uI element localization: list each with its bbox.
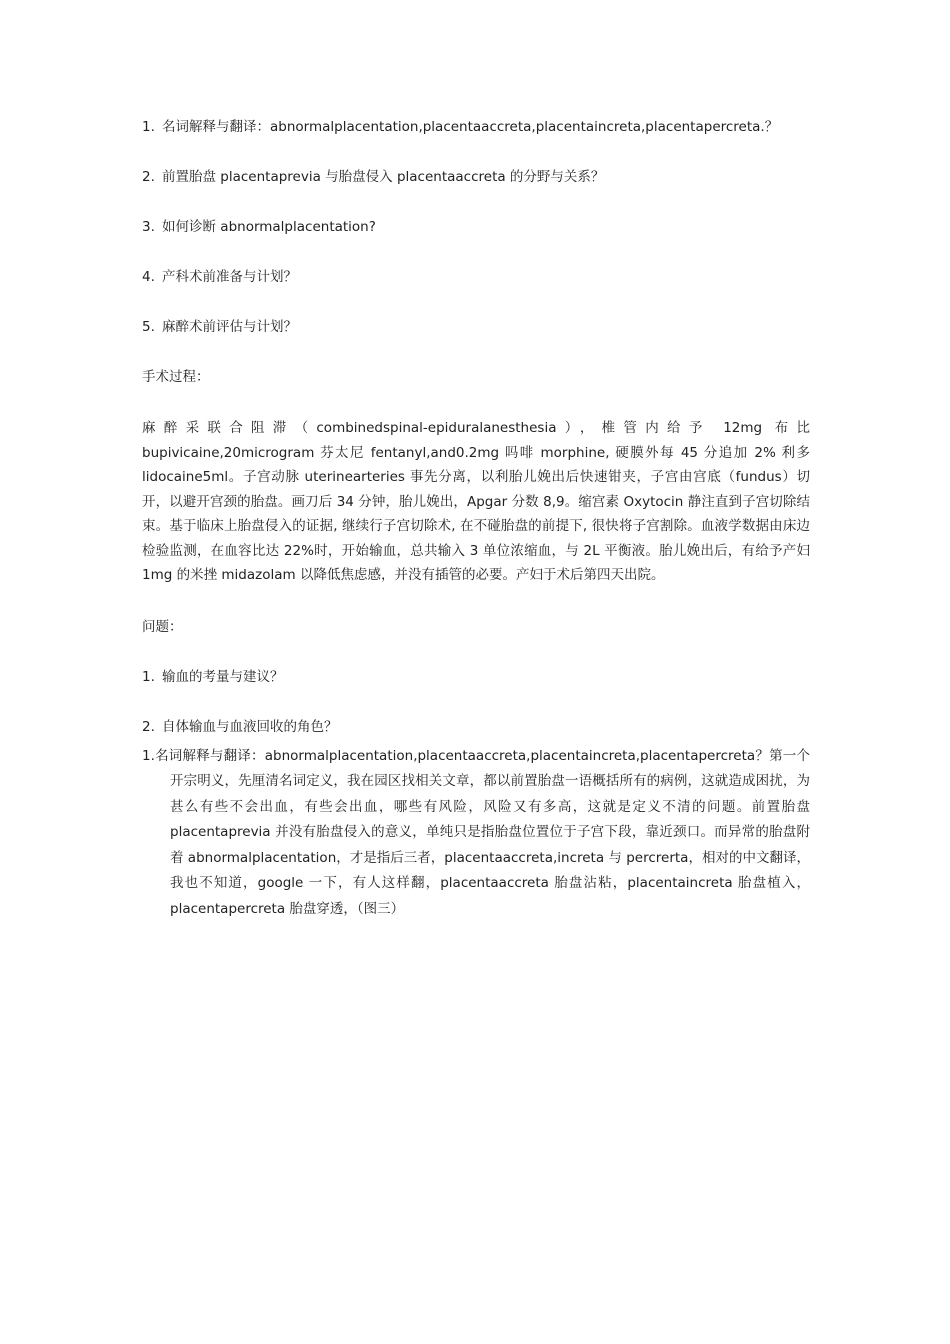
followup-question-2 <box>142 716 810 738</box>
question-text: 前置胎盘 placentaprevia 与胎盘侵入 placentaaccreta 的分野与关系？ <box>162 169 605 185</box>
question-3 <box>142 216 810 238</box>
procedure-heading: 手术过程： <box>142 369 210 385</box>
question-text: 输血的考量与建议？ <box>162 668 284 685</box>
followup-question-1 <box>142 666 810 688</box>
question-text: 麻醉术前评估与计划？ <box>162 319 297 335</box>
question-1 <box>142 116 810 138</box>
question-4 <box>142 266 810 288</box>
procedure-paragraph: 麻醉采联合阻滞（combinedspinal-epiduralanesthesia），椎管内给予 12mg 布比 bupivicaine,20microgram 芬太尼 fentanyl,and0.2mg 吗啡 morphine, 硬膜外每 45 分追加 2% 利多 lidocaine5ml。子宫动脉 uterinearteries 事先分离，以利胎儿娩出后快速钳夹，子宫由宫底（fundus）切开，以避开宫颈的胎盘。画刀后 34 分钟，胎儿娩出，Apgar 分数 8,9。缩宫素 Oxytocin 静注直到子宫切除结束。基于临床上胎盘侵入的证据, 继续行子宫切除术, 在不碰胎盘的前提下, 很快将子宫割除。血液学数据由床边检验监测，在血容比达 22%时，开始输血，总共输入 3 单位浓缩血，与 2L 平衡液。胎儿娩出后，有给予产妇 1mg 的米挫 midazolam 以降低焦虑感，并没有插管的必要。产妇于术后第四天出院。 <box>142 420 810 583</box>
question-text: 名词解释与翻译：abnormalplacentation,placentaaccreta,placentaincreta,placentapercreta.？ <box>162 119 779 135</box>
question-number: 4. <box>142 269 155 285</box>
question-text: 如何诊断 abnormalplacentation? <box>162 219 376 235</box>
question-number: 1. <box>142 668 155 685</box>
questions-heading: 问题： <box>142 618 183 635</box>
document-body <box>142 116 810 922</box>
question-number: 3. <box>142 219 155 235</box>
question-2 <box>142 166 810 188</box>
question-text: 产科术前准备与计划？ <box>162 269 297 285</box>
question-number: 2. <box>142 169 155 185</box>
question-number: 2. <box>142 718 155 735</box>
question-number: 5. <box>142 319 155 335</box>
question-text: 自体输血与血液回收的角色？ <box>162 718 338 735</box>
question-5 <box>142 316 810 338</box>
question-number: 1. <box>142 119 155 135</box>
answer-paragraph-1: 1.名词解释与翻译：abnormalplacentation,placentaaccreta,placentaincreta,placentapercreta？第一个开宗明义，先厘清名词定义，我在园区找相关文章，都以前置胎盘一语概括所有的病例，这就造成困扰，为甚么有些不会出血，有些会出血，哪些有风险，风险又有多高，这就是定义不清的问题。前置胎盘 placentaprevia 并没有胎盘侵入的意义，单纯只是指胎盘位置位于子宫下段，靠近颈口。而异常的胎盘附着 abnormalplacentation，才是指后三者，placentaaccreta,increta 与 percrerta，相对的中文翻译，我也不知道，google 一下，有人这样翻，placentaaccreta 胎盘沾粘，placentaincreta 胎盘植入，placentapercreta 胎盘穿透，（图三） <box>142 747 810 917</box>
